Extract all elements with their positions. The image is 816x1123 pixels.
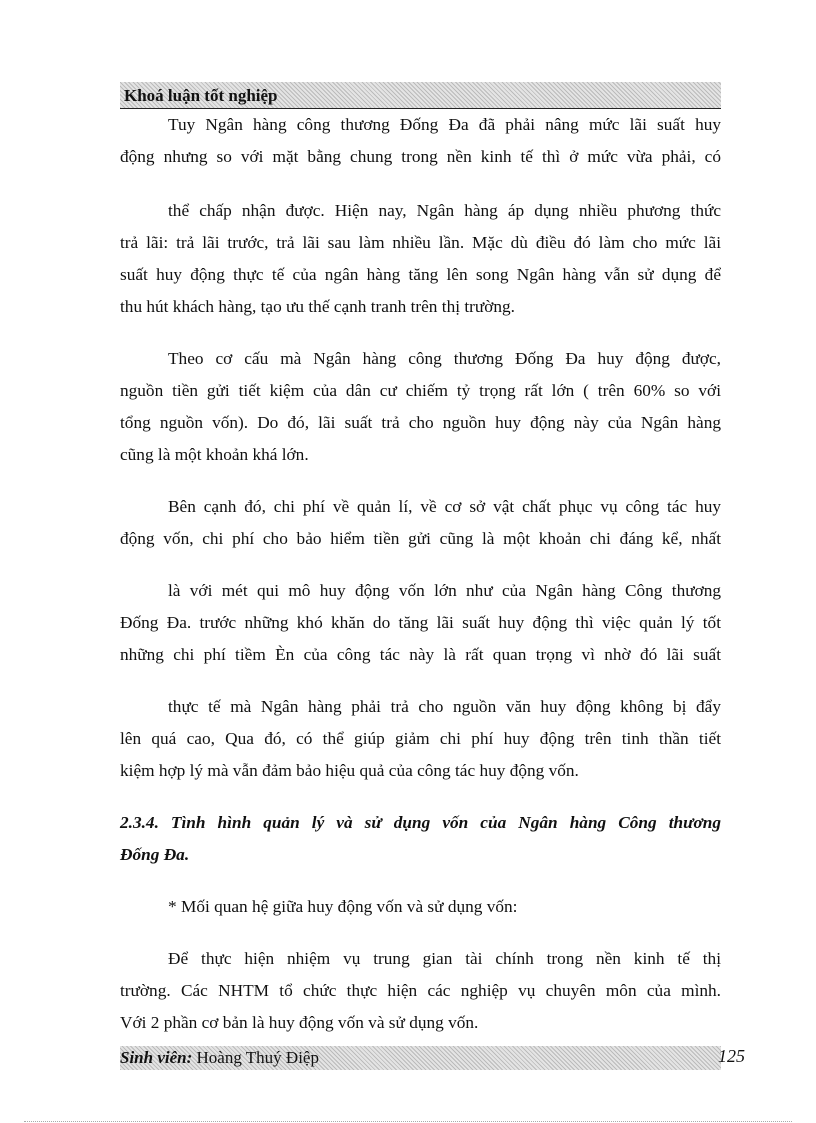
paragraph-line: Tuy Ngân hàng công thương Đống Đa đã phải nâng mức lãi suất huy [168,115,721,134]
page-header [120,82,721,109]
paragraph-line: Để thực hiện nhiệm vụ trung gian tài chính trong nền kinh tế thị [168,949,721,968]
paragraph-line: thể chấp nhận được. Hiện nay, Ngân hàng áp dụng nhiều phương thức [168,201,721,220]
paragraph-line: Theo cơ cấu mà Ngân hàng công thương Đống Đa huy động được, [168,349,721,368]
paragraph-line: thu hút khách hàng, tạo ưu thế cạnh tranh trên thị trường. [120,297,515,316]
page-footer [120,1046,721,1070]
paragraph-line: là với mét qui mô huy động vốn lớn như của Ngân hàng Công thương [168,581,721,600]
paragraph-line: trả lãi: trả lãi trước, trả lãi sau làm nhiều lần. Mặc dù điều đó làm cho mức lãi [120,233,721,252]
paragraph-line: Với 2 phần cơ bản là huy động vốn và sử dụng vốn. [120,1013,479,1032]
paragraph-line: suất huy động thực tế của ngân hàng tăng lên song Ngân hàng vẫn sử dụng để [120,265,721,284]
paragraph-line: cũng là một khoản khá lớn. [120,445,309,464]
paragraph-line: Đống Đa. trước những khó khăn do tăng lãi suất huy động thì việc quản lý tốt [120,613,721,632]
page-edge-divider [24,1121,792,1122]
footer-author [120,1048,319,1068]
section-heading: 2.3.4. Tình hình quản lý và sử dụng vốn của Ngân hàng Công thương [120,813,721,832]
paragraph-line: trường. Các NHTM tổ chức thực hiện các nghiệp vụ chuyên môn của mình. [120,981,721,1000]
paragraph-line: * Mối quan hệ giữa huy động vốn và sử dụng vốn: [168,897,518,916]
footer-label: Sinh viên: [120,1048,193,1067]
paragraph-line: Bên cạnh đó, chi phí về quản lí, về cơ sở vật chất phục vụ công tác huy [168,497,721,516]
paragraph-line: tổng nguồn vốn). Do đó, lãi suất trả cho nguồn huy động này của Ngân hàng [120,413,721,432]
paragraph-line: động vốn, chi phí cho bảo hiểm tiền gửi cũng là một khoản chi đáng kể, nhất [120,529,721,548]
paragraph-line: kiệm hợp lý mà vẫn đảm bảo hiệu quả của công tác huy động vốn. [120,761,579,780]
paragraph-line: những chi phí tiềm Èn của công tác này là rất quan trọng vì nhờ đó lãi suất [120,645,721,664]
paragraph-line: thực tế mà Ngân hàng phải trả cho nguồn văn huy động không bị đẩy [168,697,721,716]
footer-name: Hoàng Thuý Điệp [192,1048,319,1067]
header-title: Khoá luận tốt nghiệp [124,86,278,105]
paragraph-line: lên quá cao, Qua đó, có thể giúp giảm chi phí huy động trên tinh thần tiết [120,729,721,748]
paragraph-line: động nhưng so với mặt bằng chung trong nền kinh tế thì ở mức vừa phải, có [120,147,721,166]
page-number: 125 [718,1046,745,1066]
paragraph-line: nguồn tiền gửi tiết kiệm của dân cư chiếm tỷ trọng rất lớn ( trên 60% so với [120,381,721,400]
section-heading: Đống Đa. [120,845,190,864]
